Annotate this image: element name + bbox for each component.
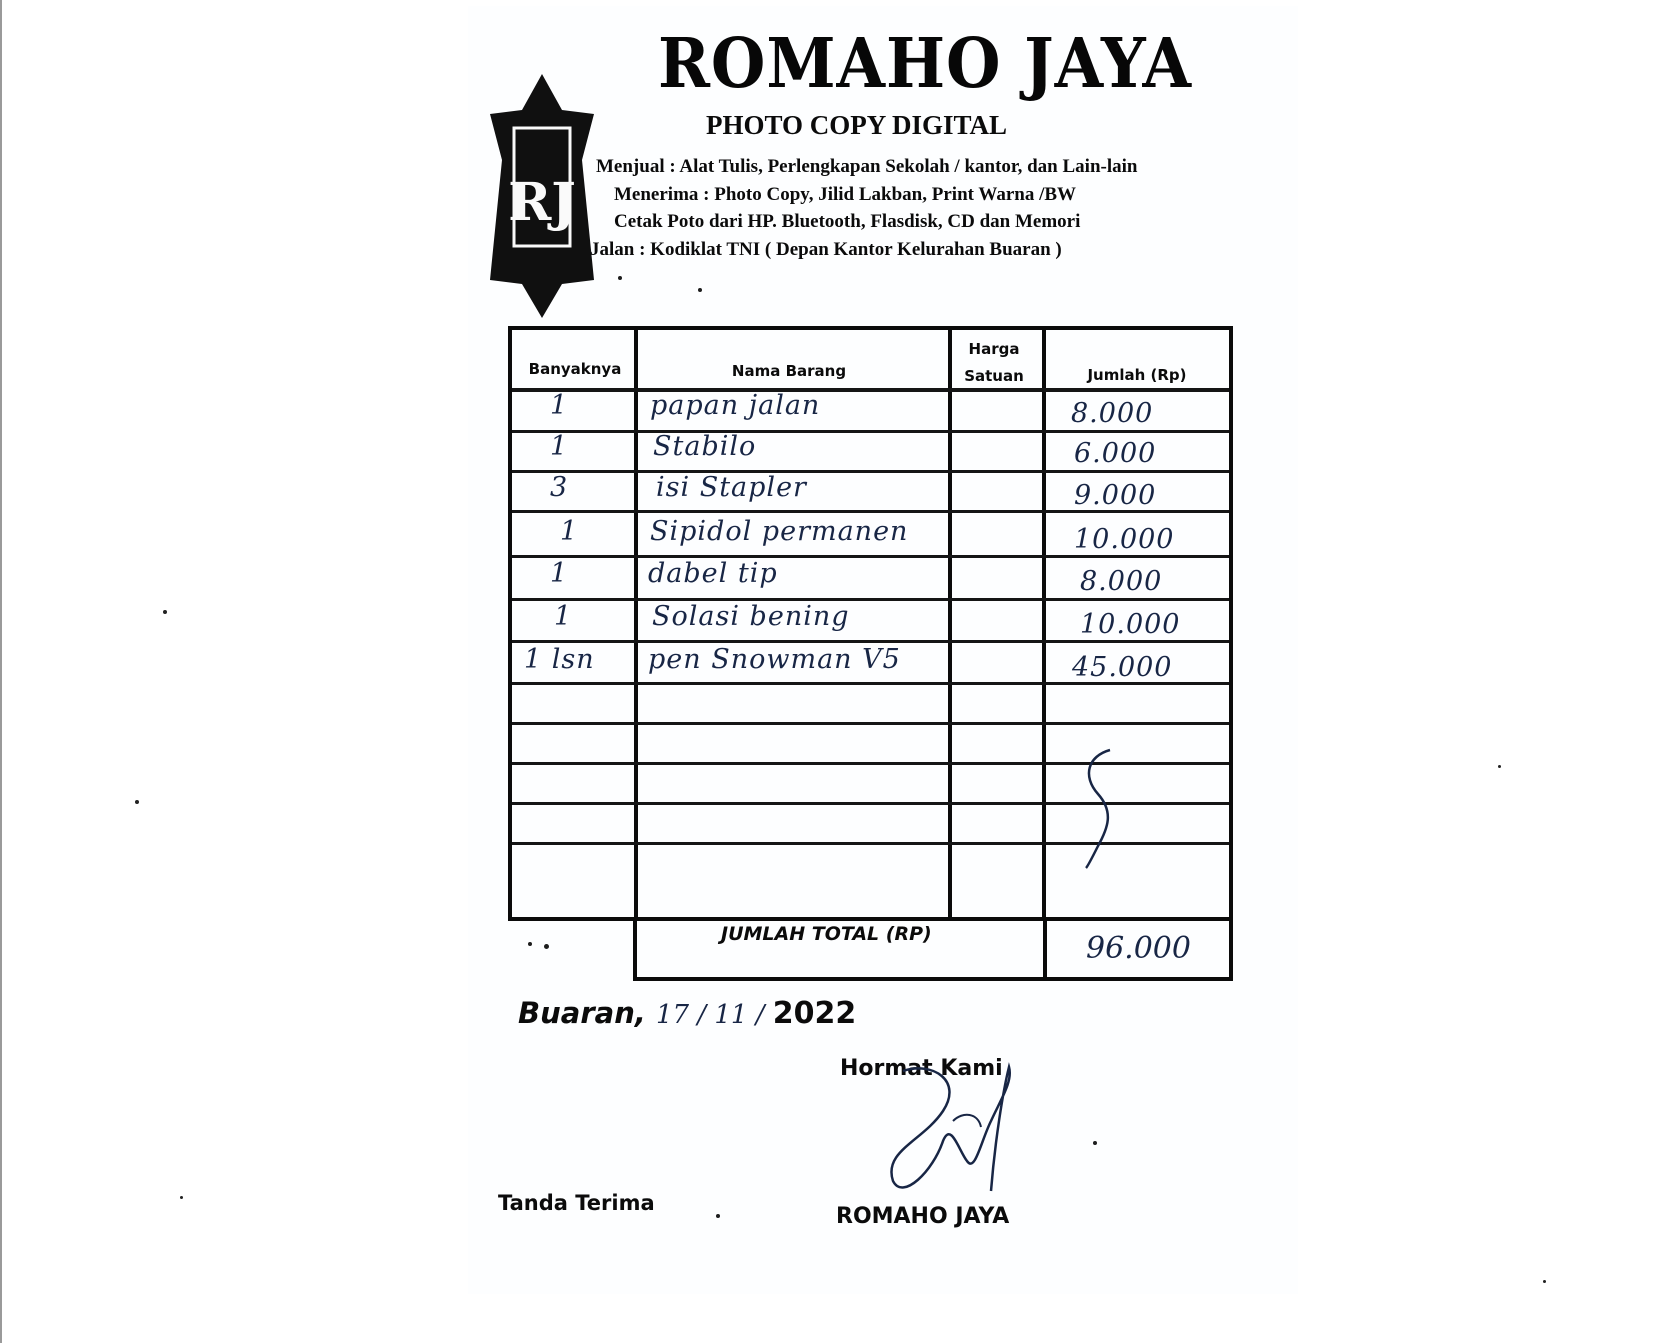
row-6-item: Solasi bening	[652, 601, 850, 632]
row-3-amount: 9.000	[1074, 480, 1157, 511]
header-price-1: Harga	[968, 340, 1020, 358]
shop-signature-name: ROMAHO JAYA	[836, 1204, 1010, 1229]
info-sells: Menjual : Alat Tulis, Perlengkapan Sekolah / kantor, dan Lain-lain	[596, 156, 1138, 177]
row-7-item: pen Snowman V5	[648, 644, 901, 675]
date-month: 11	[714, 1000, 748, 1030]
header-item: Nama Barang	[731, 362, 847, 380]
row-2-amount: 6.000	[1074, 438, 1157, 469]
signature-icon	[863, 1061, 1023, 1206]
row-3-item: isi Stapler	[656, 472, 807, 503]
row-6-amount: 10.000	[1080, 609, 1181, 640]
scan-edge	[0, 0, 2, 1343]
row-7-qty: 1 lsn	[524, 644, 595, 675]
date-day: 17	[655, 1000, 690, 1030]
row-2-qty: 1	[550, 431, 569, 462]
info-print: Cetak Poto dari HP. Bluetooth, Flasdisk, CD dan Memori	[614, 211, 1081, 232]
regards-label: Hormat Kami	[840, 1056, 1003, 1081]
row-1-qty: 1	[550, 390, 569, 421]
row-5-qty: 1	[550, 558, 569, 589]
logo-text: RJ	[508, 172, 576, 233]
row-3-qty: 3	[550, 472, 569, 503]
shop-logo-icon	[486, 70, 598, 320]
date-place: Buaran,	[518, 996, 646, 1030]
total-label: JUMLAH TOTAL (RP)	[721, 923, 932, 945]
row-2-item: Stabilo	[653, 431, 757, 462]
header-amount: Jumlah (Rp)	[1087, 366, 1187, 384]
row-1-amount: 8.000	[1071, 398, 1154, 429]
row-5-item: dabel tip	[648, 558, 778, 589]
row-5-amount: 8.000	[1080, 566, 1163, 597]
header-qty: Banyaknya	[528, 360, 622, 378]
shop-brand: ROMAHO JAYA	[658, 24, 1193, 104]
info-services: Menerima : Photo Copy, Jilid Lakban, Print Warna /BW	[614, 184, 1077, 205]
date-year: 2022	[772, 996, 857, 1031]
row-1-item: papan jalan	[650, 390, 821, 421]
receipt-label: Tanda Terima	[498, 1191, 655, 1215]
closing-mark-icon	[1068, 746, 1128, 871]
total-value: 96.000	[1086, 931, 1191, 966]
info-address: Jalan : Kodiklat TNI ( Depan Kantor Kelurahan Buaran )	[590, 239, 1062, 260]
shop-subtitle: PHOTO COPY DIGITAL	[706, 110, 1008, 140]
receipt-sheet	[468, 6, 1298, 1294]
header-price-2: Satuan	[964, 367, 1024, 385]
date-line: Buaran, 17 / 11 / 2022	[518, 996, 857, 1031]
row-7-amount: 45.000	[1072, 652, 1173, 683]
row-6-qty: 1	[554, 601, 573, 632]
row-4-qty: 1	[560, 516, 579, 547]
row-4-amount: 10.000	[1074, 524, 1175, 555]
row-4-item: Sipidol permanen	[650, 516, 909, 547]
